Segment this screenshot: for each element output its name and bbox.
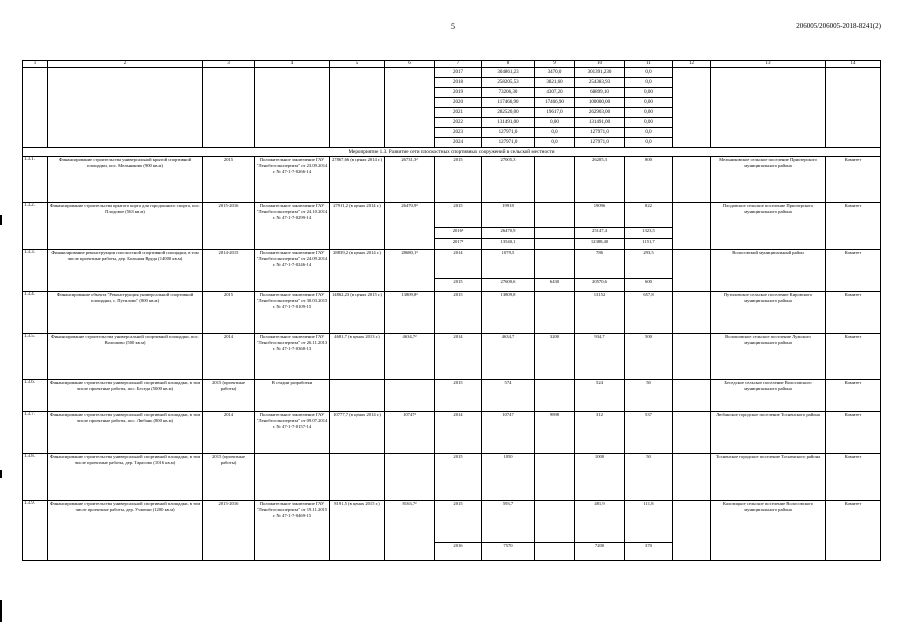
item-expertise: Положительное заключение ГАУ "Ленобгосэкспертиза" от 19.11.2015 г. № 47-1-7-0469-15: [255, 501, 330, 561]
regional-cell: 127971,0: [575, 138, 625, 148]
table-row: [23, 380, 881, 412]
item-expertise: Положительное заключение ГАУ "Ленобгосэкспертиза" от 30.03.2015 г. № 47-1-7-0109-15: [255, 292, 330, 334]
item-col12: [673, 203, 711, 250]
item-col12: [673, 292, 711, 334]
total-cell: 258205,53: [482, 78, 535, 88]
page-number: 5: [451, 22, 455, 31]
item-expertise: Положительное заключение ГАУ "Ленобгосэкспертиза" от 09.07.2014 г. № 47-1-7-0157-14: [255, 412, 330, 454]
regional-cell: 25147,4: [575, 228, 625, 239]
item-cost: 8191,5 (в ценах 2015 г.): [330, 501, 385, 561]
regional-cell: 26205,3: [575, 157, 625, 203]
federal-cell: [535, 250, 575, 279]
item-name: Финансирование строительства универсальной спортивной площадки, пос. Волошово (500 кв.м): [48, 334, 203, 380]
total-cell: 10747: [482, 412, 535, 454]
item-responsible: Комитет: [826, 203, 881, 250]
federal-cell: 6430: [535, 279, 575, 292]
item-remain: 26731,3²: [385, 157, 435, 203]
federal-cell: [535, 454, 575, 501]
regional-cell: 1000: [575, 454, 625, 501]
local-cell: 537: [625, 412, 673, 454]
year-cell: 2023: [435, 128, 482, 138]
document-id: 206005/206005-2018-8241(2): [796, 22, 881, 30]
local-cell: 293,5: [625, 250, 673, 279]
year-cell: 2016²: [435, 228, 482, 239]
federal-cell: 0,0: [535, 138, 575, 148]
cont-col12: [673, 68, 711, 148]
table-row: [23, 334, 881, 380]
item-customer: Любанское городское поселение Тосненского района: [711, 412, 826, 454]
column-number: 6: [385, 61, 435, 68]
item-col12: [673, 501, 711, 561]
item-col12: [673, 250, 711, 292]
year-cell: 2020: [435, 98, 482, 108]
item-col12: [673, 380, 711, 412]
item-cost: [330, 454, 385, 501]
cont-cost: [330, 68, 385, 148]
local-cell: 0,0: [625, 68, 673, 78]
local-cell: 0,00: [625, 88, 673, 98]
item-expertise: Положительное заключение ГАУ "Ленобгосэкспертиза" от 24.09.2014 г. № 47-1-7-0246-14: [255, 250, 330, 292]
item-number: 1.3.8.: [23, 454, 48, 501]
year-cell: 2014: [435, 412, 482, 454]
cont-period: [203, 68, 255, 148]
total-cell: 26470,9: [482, 228, 535, 239]
total-cell: 593,7: [482, 501, 535, 543]
local-cell: 657,8: [625, 292, 673, 334]
year-cell: 2017²: [435, 239, 482, 250]
scan-mark: [0, 470, 2, 478]
regional-cell: 19096: [575, 203, 625, 228]
item-responsible: Комитет: [826, 334, 881, 380]
item-customer: Волосовский муниципальный район: [711, 250, 826, 292]
total-cell: 1050: [482, 454, 535, 501]
year-cell: 2018: [435, 78, 482, 88]
year-cell: 2021: [435, 108, 482, 118]
table-row: [23, 412, 881, 454]
local-cell: 600: [625, 279, 673, 292]
regional-cell: 254383,93: [575, 78, 625, 88]
item-name: Финансирование строительства универсальной спортивной площадки, в том числе проектные работы, пос. Беседа (5000 кв.м): [48, 380, 203, 412]
item-cost: 28839,2 (в ценах 2014 г.): [330, 250, 385, 292]
item-customer: Тосненское городское поселение Тосненского района: [711, 454, 826, 501]
column-number: 3: [203, 61, 255, 68]
item-responsible: Комитет: [826, 501, 881, 561]
column-number: 13: [711, 61, 826, 68]
item-remain: [385, 380, 435, 412]
local-cell: 1323,5: [625, 228, 673, 239]
item-remain: 10747²: [385, 412, 435, 454]
item-number: 1.3.9.: [23, 501, 48, 561]
item-cost: 4681,7 (в ценах 2013 г.): [330, 334, 385, 380]
cont-num: [23, 68, 48, 148]
item-name: Финансирование строительства универсальной спортивной площадки, в том числе проектные работы, дер. Учмеши (1200 кв.м): [48, 501, 203, 561]
regional-cell: 68899,10: [575, 88, 625, 98]
item-name: Финансирование строительства универсальной крытой спортивной площадки, пос. Мельниково (900 кв.м): [48, 157, 203, 203]
column-number: 9: [535, 61, 575, 68]
year-cell: 2014: [435, 334, 482, 380]
column-number: 7: [435, 61, 482, 68]
item-cost: 27911,2 (в ценах 2014 г.): [330, 203, 385, 250]
item-name: Финансирование строительства универсальной спортивной площадки, в том числе проектные работы, пос. Любань (800 кв.м): [48, 412, 203, 454]
item-col12: [673, 157, 711, 203]
item-customer: Плодовское сельское поселение Приозерского муниципального района: [711, 203, 826, 250]
column-number: 4: [255, 61, 330, 68]
program-table: [22, 60, 881, 561]
item-number: 1.3.5.: [23, 334, 48, 380]
regional-cell: 13152: [575, 292, 625, 334]
item-remain: 28680,1²: [385, 250, 435, 292]
cont-resp: [826, 68, 881, 148]
local-cell: 0,00: [625, 118, 673, 128]
regional-cell: 127971,0: [575, 128, 625, 138]
regional-cell: 131491,00: [575, 118, 625, 128]
item-cost: [330, 380, 385, 412]
regional-cell: 262903,00: [575, 108, 625, 118]
header-row: [23, 61, 881, 68]
regional-cell: 20570,6: [575, 279, 625, 292]
federal-cell: [535, 228, 575, 239]
item-number: 1.3.4.: [23, 292, 48, 334]
scan-mark: [0, 215, 2, 225]
item-remain: 4634,7²: [385, 334, 435, 380]
item-number: 1.3.2.: [23, 203, 48, 250]
column-number: 12: [673, 61, 711, 68]
federal-cell: 17466,90: [535, 98, 575, 108]
federal-cell: 3200: [535, 334, 575, 380]
item-remain: [385, 454, 435, 501]
federal-cell: [535, 380, 575, 412]
column-number: 5: [330, 61, 385, 68]
total-cell: 27005,3: [482, 157, 535, 203]
year-cell: 2019: [435, 88, 482, 98]
item-name: Финансирование реконструкции плоскостной спортивной площадки, в том числе проектные работы, дер. Большая Вруда (14000 кв.м): [48, 250, 203, 292]
item-remain: 13809,8²: [385, 292, 435, 334]
total-cell: 127971,0: [482, 128, 535, 138]
item-expertise: Положительное заключение ГАУ "Ленобгосэкспертиза" от 24.10.2014 г. № 47-1-7-0299-14: [255, 203, 330, 250]
regional-cell: 934,7: [575, 334, 625, 380]
total-cell: 13809,8: [482, 292, 535, 334]
total-cell: 13540,1: [482, 239, 535, 250]
item-period: 2015 (проектные работы): [203, 454, 255, 501]
year-cell: 2016: [435, 543, 482, 561]
total-cell: 19918: [482, 203, 535, 228]
item-responsible: Комитет: [826, 412, 881, 454]
local-cell: 0,0: [625, 138, 673, 148]
table-row: [23, 68, 881, 78]
year-cell: 2015: [435, 157, 482, 203]
regional-cell: 12388,40: [575, 239, 625, 250]
federal-cell: 19617,0: [535, 108, 575, 118]
local-cell: 370: [625, 543, 673, 561]
year-cell: 2024: [435, 138, 482, 148]
item-customer: Путиловское сельское поселение Кировского муниципального района: [711, 292, 826, 334]
item-cost: 14862,23 (в ценах 2015 г.): [330, 292, 385, 334]
year-cell: 2015: [435, 292, 482, 334]
item-period: 2015-2016: [203, 501, 255, 561]
item-expertise: В стадии разработки: [255, 380, 330, 412]
cont-customer: [711, 68, 826, 148]
item-cost: 10777,7 (в ценах 2014 г.): [330, 412, 385, 454]
federal-cell: [535, 203, 575, 228]
item-number: 1.3.3.: [23, 250, 48, 292]
section-title: Мероприятие 1.3. Развитие сети плоскостных спортивных сооружений в сельской местности: [23, 148, 881, 157]
total-cell: 282520,00: [482, 108, 535, 118]
item-period: 2014: [203, 334, 255, 380]
table-row: [23, 501, 881, 543]
table-row: [23, 292, 881, 334]
total-cell: 127971,0: [482, 138, 535, 148]
table-row: [23, 250, 881, 279]
item-cost: 27867,66 (в ценах 2014 г.): [330, 157, 385, 203]
regional-cell: 301391,230: [575, 68, 625, 78]
scan-edge: [0, 600, 2, 622]
item-period: 2014-2015: [203, 250, 255, 292]
item-customer: Мельниковское сельское поселение Приозерского муниципального района: [711, 157, 826, 203]
column-number: 1: [23, 61, 48, 68]
federal-cell: 4307,20: [535, 88, 575, 98]
item-responsible: Комитет: [826, 250, 881, 292]
item-period: 2015 (проектные работы): [203, 380, 255, 412]
year-cell: 2017: [435, 68, 482, 78]
local-cell: 0,00: [625, 108, 673, 118]
column-number: 2: [48, 61, 203, 68]
item-responsible: Комитет: [826, 454, 881, 501]
item-responsible: Комитет: [826, 292, 881, 334]
federal-cell: 0,00: [535, 118, 575, 128]
item-number: 1.3.6.: [23, 380, 48, 412]
federal-cell: [535, 157, 575, 203]
federal-cell: 0,0: [535, 128, 575, 138]
local-cell: 50: [625, 454, 673, 501]
total-cell: 304861,23: [482, 68, 535, 78]
item-customer: Волошовское сельское поселение Лужского муниципального района: [711, 334, 826, 380]
year-cell: 2015: [435, 279, 482, 292]
item-col12: [673, 334, 711, 380]
regional-cell: 481,9: [575, 501, 625, 543]
local-cell: 822: [625, 203, 673, 228]
federal-cell: 9898: [535, 412, 575, 454]
year-cell: 2022: [435, 118, 482, 128]
cont-expertise: [255, 68, 330, 148]
item-col12: [673, 454, 711, 501]
local-cell: 50: [625, 380, 673, 412]
item-number: 1.3.1.: [23, 157, 48, 203]
local-cell: 1151,7: [625, 239, 673, 250]
item-period: 2015: [203, 157, 255, 203]
federal-cell: 3821,60: [535, 78, 575, 88]
total-cell: 574: [482, 380, 535, 412]
section-row: [23, 148, 881, 157]
year-cell: 2014: [435, 250, 482, 279]
federal-cell: 3470,0: [535, 68, 575, 78]
year-cell: 2015: [435, 203, 482, 228]
total-cell: 117466,90: [482, 98, 535, 108]
local-cell: 500: [625, 334, 673, 380]
local-cell: 111,8: [625, 501, 673, 543]
local-cell: 0,0: [625, 128, 673, 138]
table-row: [23, 157, 881, 203]
item-customer: Калозицкое сельское поселение Волосовского муниципального района: [711, 501, 826, 561]
regional-cell: 786: [575, 250, 625, 279]
column-number: 10: [575, 61, 625, 68]
item-period: 2014: [203, 412, 255, 454]
column-number: 8: [482, 61, 535, 68]
item-customer: Беседское сельское поселение Волосовского муниципального района: [711, 380, 826, 412]
item-expertise: Положительное заключение ГАУ "Ленобгосэкспертиза" от 26.11.2013 г. № 47-1-7-0368-13: [255, 334, 330, 380]
year-cell: 2015: [435, 380, 482, 412]
federal-cell: [535, 292, 575, 334]
item-expertise: [255, 454, 330, 501]
total-cell: 131491,00: [482, 118, 535, 128]
item-name: Финансирование строительства крытого корта для городошного спорта, пос. Плодовое (563 кв.м): [48, 203, 203, 250]
local-cell: 0,00: [625, 98, 673, 108]
regional-cell: 524: [575, 380, 625, 412]
cont-name: [48, 68, 203, 148]
item-responsible: Комитет: [826, 380, 881, 412]
total-cell: 73206,30: [482, 88, 535, 98]
federal-cell: [535, 543, 575, 561]
table-row: [23, 454, 881, 501]
year-cell: 2015: [435, 454, 482, 501]
total-cell: 7570: [482, 543, 535, 561]
cont-remain: [385, 68, 435, 148]
year-cell: 2015: [435, 501, 482, 543]
item-remain: 26470,9²: [385, 203, 435, 250]
item-name: Финансирование строительства универсальной спортивной площадки, в том числе проектные работы, дер. Тарасово (1016 кв.м): [48, 454, 203, 501]
item-name: Финансирование объекта "Реконструкция универсальной спортивной площадки, с. Путилово" (800 кв.м): [48, 292, 203, 334]
federal-cell: [535, 239, 575, 250]
regional-cell: 7200: [575, 543, 625, 561]
regional-cell: 100000,00: [575, 98, 625, 108]
total-cell: 1079,5: [482, 250, 535, 279]
local-cell: 0,0: [625, 78, 673, 88]
item-expertise: Положительное заключение ГАУ "Ленобгосэкспертиза" от 23.09.2014 г. № 47-1-7-0266-14: [255, 157, 330, 203]
item-number: 1.3.7.: [23, 412, 48, 454]
item-remain: 8163,7²: [385, 501, 435, 561]
table-row: [23, 203, 881, 228]
item-responsible: Комитет: [826, 157, 881, 203]
total-cell: 4634,7: [482, 334, 535, 380]
item-period: 2015: [203, 292, 255, 334]
local-cell: 800: [625, 157, 673, 203]
column-number: 11: [625, 61, 673, 68]
column-number: 14: [826, 61, 881, 68]
item-col12: [673, 412, 711, 454]
item-period: 2015-2016: [203, 203, 255, 250]
regional-cell: 312: [575, 412, 625, 454]
total-cell: 27600,6: [482, 279, 535, 292]
federal-cell: [535, 501, 575, 543]
